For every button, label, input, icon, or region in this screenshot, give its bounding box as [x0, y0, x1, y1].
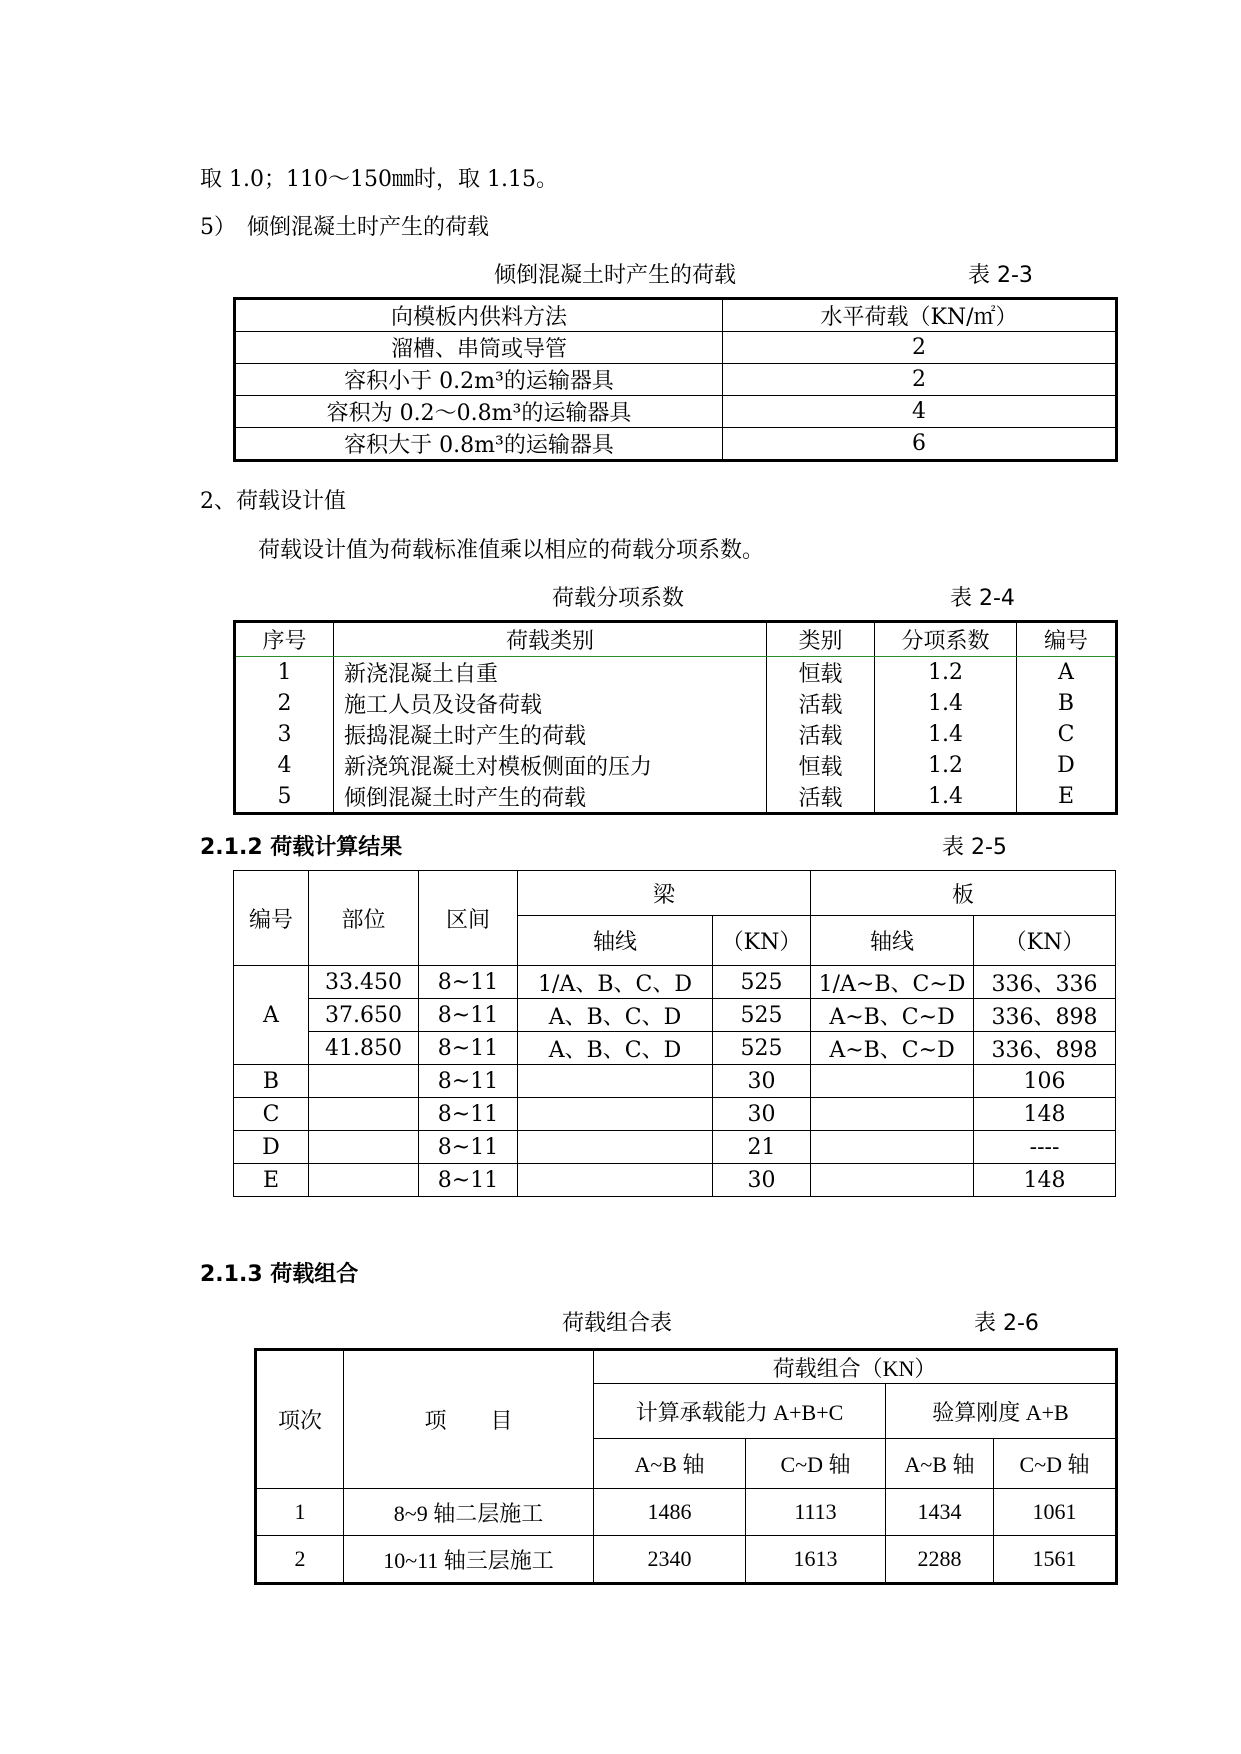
table-cell: 336、336 [974, 966, 1116, 999]
table-cell: 5 [277, 784, 292, 809]
table-cell: 活载 [767, 781, 875, 814]
table-2-6-caption: 荷载组合表 [562, 1311, 673, 1336]
table-2-4 [233, 620, 1118, 815]
table-cell: A~B、C~D [811, 999, 974, 1032]
table-cell [518, 1065, 713, 1098]
table-cell: A、B、C、D [518, 999, 713, 1032]
table-cell: 1613 [746, 1536, 886, 1584]
table-cell [518, 1098, 713, 1131]
table-cell: 2288 [886, 1536, 994, 1584]
table-cell: A [1017, 657, 1117, 689]
section-heading-design-values: 2、荷载设计值 [200, 489, 346, 514]
table-row [234, 966, 1116, 999]
table-cell: 6 [723, 428, 1117, 461]
table-cell: 37.650 [309, 999, 419, 1032]
table-cell [811, 1065, 974, 1098]
table-row [256, 1536, 1117, 1584]
table-cell: 容积为 0.2～0.8m³的运输器具 [235, 396, 723, 428]
text-line-1: 取 1.0；110～150㎜时，取 1.15。 [200, 167, 558, 192]
table-row [256, 1489, 1117, 1536]
table-row [235, 719, 1117, 750]
table-header-cell: （KN） [713, 916, 811, 966]
section-heading-2-1-2: 2.1.2 荷载计算结果 [200, 835, 403, 860]
table-cell: 新浇混凝土自重 [334, 657, 767, 689]
table-header-cell: C~D 轴 [746, 1439, 886, 1489]
table-cell: 1/A~B、C~D [811, 966, 974, 999]
table-2-6-number: 表 2-6 [974, 1311, 1039, 1336]
table-cell: 1 [277, 660, 292, 685]
table-header-cell: 编号 [234, 871, 309, 966]
table-cell: 21 [713, 1131, 811, 1164]
table-2-6 [254, 1348, 1118, 1585]
table-cell [518, 1164, 713, 1197]
table-cell: 1.4 [875, 688, 1017, 719]
table-cell: 溜槽、串筒或导管 [235, 332, 723, 364]
table-2-4-number: 表 2-4 [950, 586, 1015, 611]
table-cell: C [1017, 719, 1117, 750]
table-cell: 30 [713, 1164, 811, 1197]
table-cell: 8~9 轴二层施工 [344, 1489, 594, 1536]
table-cell: 施工人员及设备荷载 [334, 688, 767, 719]
table-cell: 106 [974, 1065, 1116, 1098]
table-row [235, 750, 1117, 781]
table-cell: 33.450 [309, 966, 419, 999]
table-cell: 2 [723, 332, 1117, 364]
table-cell [811, 1131, 974, 1164]
table-header-cell: 序号 [235, 622, 334, 657]
table-row [234, 1032, 1116, 1065]
table-2-3 [233, 297, 1118, 462]
table-cell: 活载 [767, 688, 875, 719]
text-line-2: 5） 倾倒混凝土时产生的荷载 [200, 215, 489, 240]
table-2-5-number: 表 2-5 [942, 835, 1007, 860]
table-cell: 148 [974, 1164, 1116, 1197]
table-cell: 1.4 [875, 719, 1017, 750]
table-cell [811, 1164, 974, 1197]
table-cell: A~B、C~D [811, 1032, 974, 1065]
paragraph-design-values: 荷载设计值为荷载标准值乘以相应的荷载分项系数。 [258, 538, 765, 563]
table-cell: 8~11 [419, 1131, 518, 1164]
table-header-cell: （KN） [974, 916, 1116, 966]
table-cell: 2 [277, 691, 292, 716]
table-cell: 8~11 [419, 999, 518, 1032]
table-row [235, 781, 1117, 814]
table-row [235, 332, 1117, 364]
table-cell: 2 [256, 1536, 344, 1584]
table-header-cell: 荷载组合（KN） [594, 1350, 1117, 1384]
table-cell [518, 1131, 713, 1164]
table-cell: 8~11 [419, 966, 518, 999]
table-header-cell: 编号 [1017, 622, 1117, 657]
table-cell: 336、898 [974, 1032, 1116, 1065]
table-row [235, 364, 1117, 396]
table-row [234, 1098, 1116, 1131]
table-cell: 新浇筑混凝土对模板侧面的压力 [334, 750, 767, 781]
table-2-5 [233, 870, 1116, 1197]
table-header-cell: 区间 [419, 871, 518, 966]
table-cell: 1.2 [875, 657, 1017, 689]
table-cell: 1.4 [875, 781, 1017, 814]
table-header-cell: 向模板内供料方法 [235, 299, 723, 332]
table-cell: 容积大于 0.8m³的运输器具 [235, 428, 723, 461]
table-cell: D [1017, 750, 1117, 781]
table-cell: 8~11 [419, 1032, 518, 1065]
table-cell: 2340 [594, 1536, 746, 1584]
table-cell: ---- [974, 1131, 1116, 1164]
table-cell [309, 1131, 419, 1164]
table-cell: 1.2 [875, 750, 1017, 781]
table-cell: 振捣混凝土时产生的荷载 [334, 719, 767, 750]
table-cell: 4 [723, 396, 1117, 428]
table-row [234, 1065, 1116, 1098]
table-row [235, 428, 1117, 461]
table-cell: 8~11 [419, 1164, 518, 1197]
table-cell: 8~11 [419, 1098, 518, 1131]
table-cell: 倾倒混凝土时产生的荷载 [334, 781, 767, 814]
table-row [234, 1164, 1116, 1197]
table-cell: 8~11 [419, 1065, 518, 1098]
table-cell: 148 [974, 1098, 1116, 1131]
table-header-cell: 板 [811, 871, 1116, 916]
table-cell: 1434 [886, 1489, 994, 1536]
table-cell: 容积小于 0.2m³的运输器具 [235, 364, 723, 396]
table-cell: 30 [713, 1098, 811, 1131]
table-cell: 525 [713, 1032, 811, 1065]
table-header-cell: A~B 轴 [594, 1439, 746, 1489]
table-header-cell: 轴线 [811, 916, 974, 966]
table-cell: A、B、C、D [518, 1032, 713, 1065]
table-cell: 1561 [994, 1536, 1117, 1584]
table-2-3-number: 表 2-3 [968, 263, 1033, 288]
table-2-4-caption: 荷载分项系数 [552, 586, 685, 611]
table-header-cell: A~B 轴 [886, 1439, 994, 1489]
table-header-cell: 验算刚度 A+B [886, 1384, 1117, 1439]
table-cell: C [234, 1098, 309, 1131]
table-cell: A [234, 966, 309, 1065]
table-cell: 525 [713, 999, 811, 1032]
table-cell: E [234, 1164, 309, 1197]
table-cell [309, 1098, 419, 1131]
table-header-cell: 项 目 [344, 1350, 594, 1489]
table-cell [309, 1164, 419, 1197]
table-cell: 4 [277, 753, 292, 778]
table-header-cell: 轴线 [518, 916, 713, 966]
table-row [235, 688, 1117, 719]
table-header-cell: 荷载类别 [334, 622, 767, 657]
table-header-cell: 部位 [309, 871, 419, 966]
table-header-cell: 项次 [256, 1350, 344, 1489]
table-header-row [256, 1350, 1117, 1384]
table-cell: 30 [713, 1065, 811, 1098]
table-header-cell: C~D 轴 [994, 1439, 1117, 1489]
table-row [235, 657, 1117, 689]
section-heading-2-1-3: 2.1.3 荷载组合 [200, 1262, 359, 1287]
table-cell: E [1017, 781, 1117, 814]
table-cell: 活载 [767, 719, 875, 750]
table-header-cell: 梁 [518, 871, 811, 916]
table-cell: 10~11 轴三层施工 [344, 1536, 594, 1584]
table-cell: 1486 [594, 1489, 746, 1536]
table-cell: 恒载 [767, 657, 875, 689]
table-cell: B [234, 1065, 309, 1098]
table-header-cell: 水平荷载（KN/㎡） [723, 299, 1117, 332]
table-header-row [234, 871, 1116, 916]
table-cell: 恒载 [767, 750, 875, 781]
table-cell: 2 [723, 364, 1117, 396]
table-cell: 1 [256, 1489, 344, 1536]
table-header-cell: 类别 [767, 622, 875, 657]
table-row [234, 999, 1116, 1032]
table-header-row [235, 299, 1117, 332]
table-cell [811, 1098, 974, 1131]
table-cell: 1/A、B、C、D [518, 966, 713, 999]
table-header-cell: 计算承载能力 A+B+C [594, 1384, 886, 1439]
table-cell: 3 [277, 722, 292, 747]
table-cell: 525 [713, 966, 811, 999]
table-cell: D [234, 1131, 309, 1164]
table-row [235, 396, 1117, 428]
table-header-row [235, 622, 1117, 657]
table-cell: B [1017, 688, 1117, 719]
table-cell: 336、898 [974, 999, 1116, 1032]
table-cell: 1113 [746, 1489, 886, 1536]
table-cell: 41.850 [309, 1032, 419, 1065]
table-2-3-caption: 倾倒混凝土时产生的荷载 [494, 263, 737, 288]
table-row [234, 1131, 1116, 1164]
table-cell: 1061 [994, 1489, 1117, 1536]
table-cell [309, 1065, 419, 1098]
table-header-cell: 分项系数 [875, 622, 1017, 657]
